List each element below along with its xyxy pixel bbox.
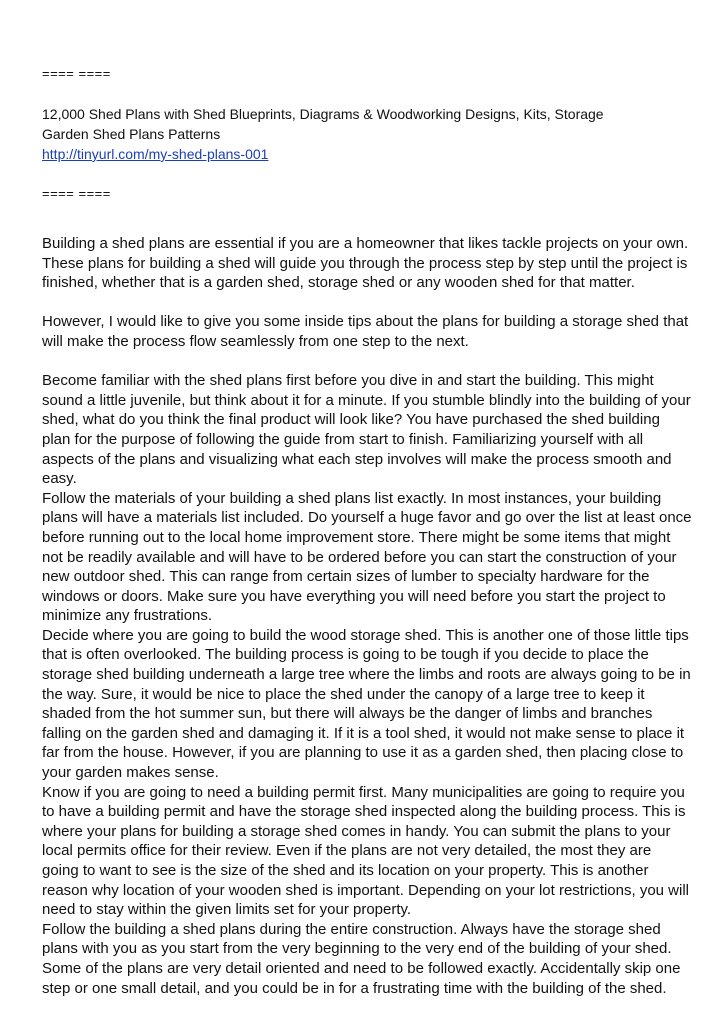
paragraph-intro: Building a shed plans are essential if you are a homeowner that likes tackle projects on your own. These plans for building a shed will guide you through the process step by step until the project is finished, whether that is a garden shed, storage shed or any wooden shed for that matter. bbox=[42, 235, 689, 292]
paragraph-familiar: Become familiar with the shed plans first before you dive in and start the building. This might sound a little juvenile, but think about it for a minute. If you stumble blindly into the building of your shed, what do you think the final product will look like? You have purchased the shed building plan for the purpose of following the guide from start to finish. Familiarizing yourself with all aspects of the plans and visualizing what each step involves will make the process smooth and easy. bbox=[42, 372, 691, 488]
article-body bbox=[42, 234, 692, 998]
document-page bbox=[42, 64, 692, 998]
shed-plans-link[interactable]: http://tinyurl.com/my-shed-plans-001 bbox=[42, 146, 269, 162]
paragraph-inside-tips: However, I would like to give you some inside tips about the plans for building a storage shed that will make the process flow seamlessly from one step to the next. bbox=[42, 313, 689, 350]
paragraph-materials: Follow the materials of your building a shed plans list exactly. In most instances, your building plans will have a materials list included. Do yourself a huge favor and go over the list at least once before running out to the local home improvement store. There might be some items that might not be readily available and will have to be ordered before you can start the construction of your new outdoor shed. This can range from certain sizes of lumber to specialty hardware for the windows or doors. Make sure you have everything you will need before you start the project to minimize any frustrations. bbox=[42, 489, 692, 625]
paragraph-permit: Know if you are going to need a building permit first. Many municipalities are going to require you to have a building permit and have the storage shed inspected along the building process. This is where your plans for building a storage shed comes in handy. You can submit the plans to your local permits office for their review. Even if the plans are not very detailed, the most they are going to want to see is the size of the shed and its location on your property. This is another reason why location of your wooden shed is important. Depending on your lot restrictions, you will need to stay within the given limits set for your property. bbox=[42, 783, 690, 919]
paragraph-follow-plans: Follow the building a shed plans during the entire construction. Always have the storage shed plans with you as you start from the very beginning to the very end of the building of your shed. Some of the plans are very detail oriented and need to be followed exactly. Accidentally skip one step or one small detail, and you could be in for a frustrating time with the building of the shed. bbox=[42, 920, 681, 997]
title-line-1: 12,000 Shed Plans with Shed Blueprints, Diagrams & Woodworking Designs, Kits, Storage bbox=[42, 106, 604, 122]
paragraph-location: Decide where you are going to build the wood storage shed. This is another one of those little tips that is often overlooked. The building process is going to be tough if you decide to place the storage shed building underneath a large tree where the limbs and roots are always going to be in the way. Sure, it would be nice to place the shed under the canopy of a large tree to keep it shaded from the hot summer sun, but there will always be the danger of limbs and branches falling on the garden shed and damaging it. If it is a tool shed, it would not make sense to place it far from the house. However, if you are planning to use it as a garden shed, then placing close to your garden makes sense. bbox=[42, 626, 691, 782]
header-block bbox=[42, 64, 692, 204]
separator-bottom: ==== ==== bbox=[42, 186, 111, 201]
title-line-2: Garden Shed Plans Patterns bbox=[42, 126, 221, 142]
separator-top: ==== ==== bbox=[42, 66, 111, 81]
